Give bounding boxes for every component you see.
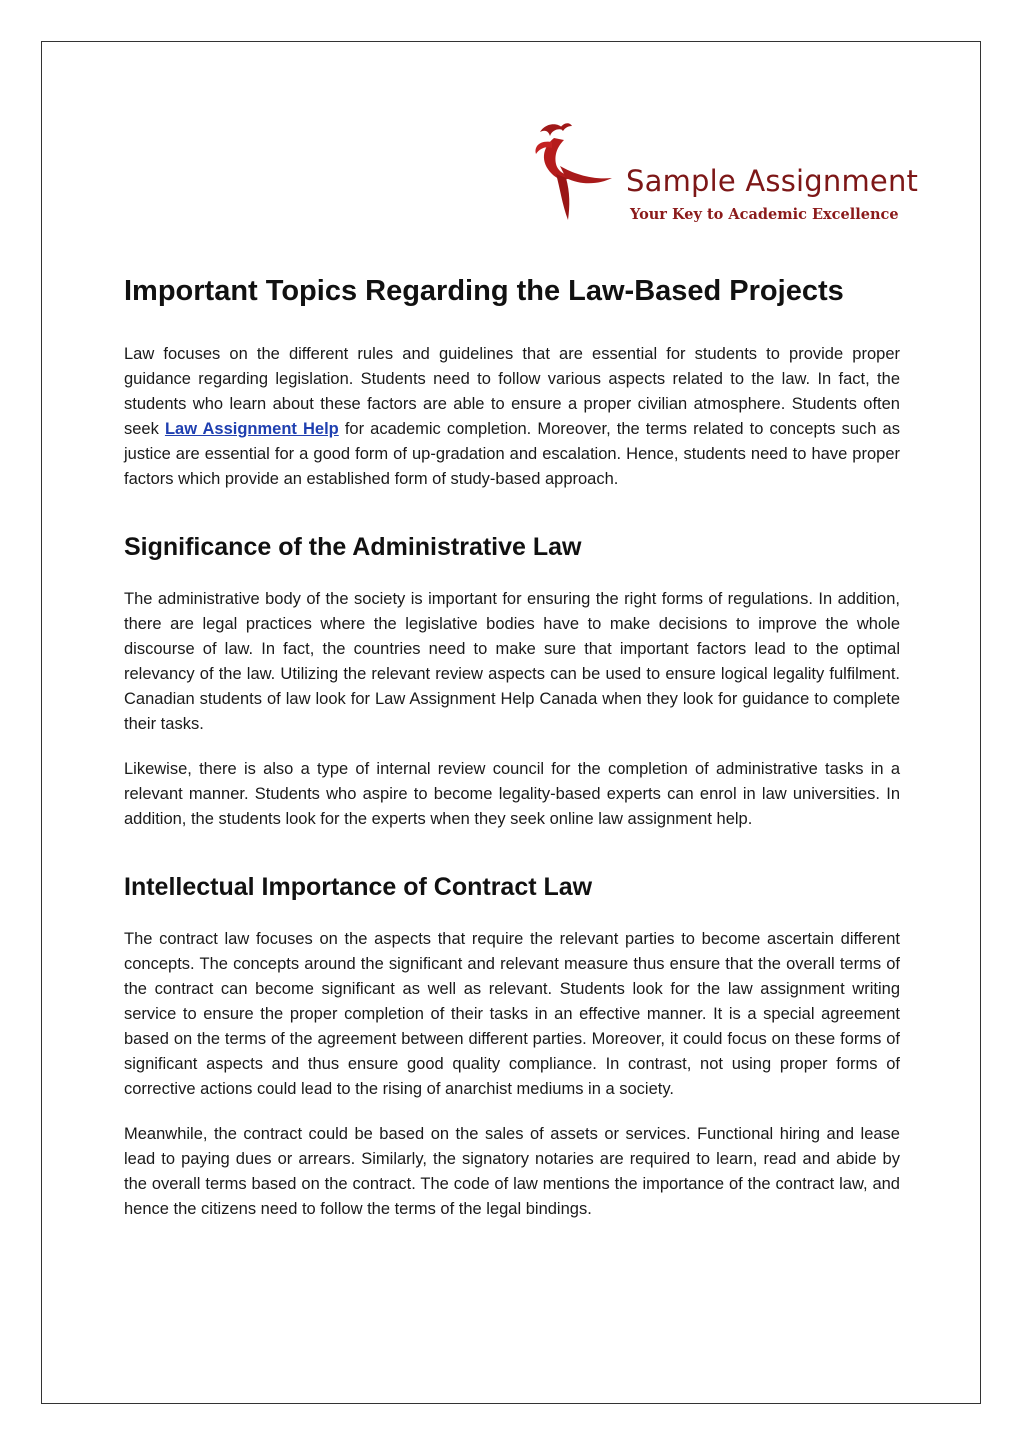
administrative-law-paragraph-2: Likewise, there is also a type of internal review council for the completion of administrative tasks in a relevant manner. Students who aspire to become legality-based experts can enrol in law universities. In addition, the students look for the experts when they seek online law assignment help. — [124, 760, 900, 828]
intro-text-after-link: for academic completion. Moreover, the terms related to concepts such as justice are essential for a good form of up-gradation and escalation. Hence, students need to have proper factors which provide an established form of study-based approach. — [124, 420, 900, 488]
contract-law-paragraph-1: The contract law focuses on the aspects that require the relevant parties to become ascertain different concepts. The concepts around the significant and relevant measure thus ensure that the overall terms of the contract can become significant as well as relevant. Students look for the law assignment writing service to ensure the proper completion of their tasks in an effective manner. It is a special agreement based on the terms of the agreement between different parties. Moreover, it could focus on these forms of significant aspects and thus ensure good quality compliance. In contrast, not using proper forms of corrective actions could lead to the rising of anarchist mediums in a society. — [124, 930, 900, 1098]
intro-text-before-link: Law focuses on the different rules and guidelines that are essential for students to provide proper guidance regarding legislation. Students need to follow various aspects related to the law. In fact, the students who learn about these factors are able to ensure a proper civilian atmosphere. Students often seek — [124, 345, 900, 438]
logo-name: Sample Assignment — [626, 164, 919, 198]
section-heading-administrative-law: Significance of the Administrative Law — [124, 533, 582, 561]
swirl-figure-icon — [530, 118, 626, 230]
intro-paragraph — [124, 342, 900, 492]
law-assignment-help-link[interactable]: Law Assignment Help — [164, 420, 339, 438]
page-title: Important Topics Regarding the Law-Based Projects — [124, 275, 844, 307]
contract-law-paragraph-2: Meanwhile, the contract could be based on the sales of assets or services. Functional hiring and lease lead to paying dues or arrears. Similarly, the signatory notaries are required to learn, read and abide by the overall terms based on the contract. The code of law mentions the importance of the contract law, and hence the citizens need to follow the terms of the legal bindings. — [124, 1125, 900, 1218]
sample-assignment-logo — [530, 118, 919, 230]
section-heading-contract-law: Intellectual Importance of Contract Law — [124, 873, 593, 901]
document-body — [124, 270, 900, 1242]
logo-tagline: Your Key to Academic Excellence — [630, 206, 899, 223]
administrative-law-paragraph-1: The administrative body of the society is important for ensuring the right forms of regulations. In addition, there are legal practices where the legislative bodies have to make decisions to improve the whole discourse of law. In fact, the countries need to make sure that important factors lead to the optimal relevancy of the law. Utilizing the relevant review aspects can be used to ensure logical legality fulfilment. Canadian students of law look for Law Assignment Help Canada when they look for guidance to complete their tasks. — [124, 590, 900, 733]
